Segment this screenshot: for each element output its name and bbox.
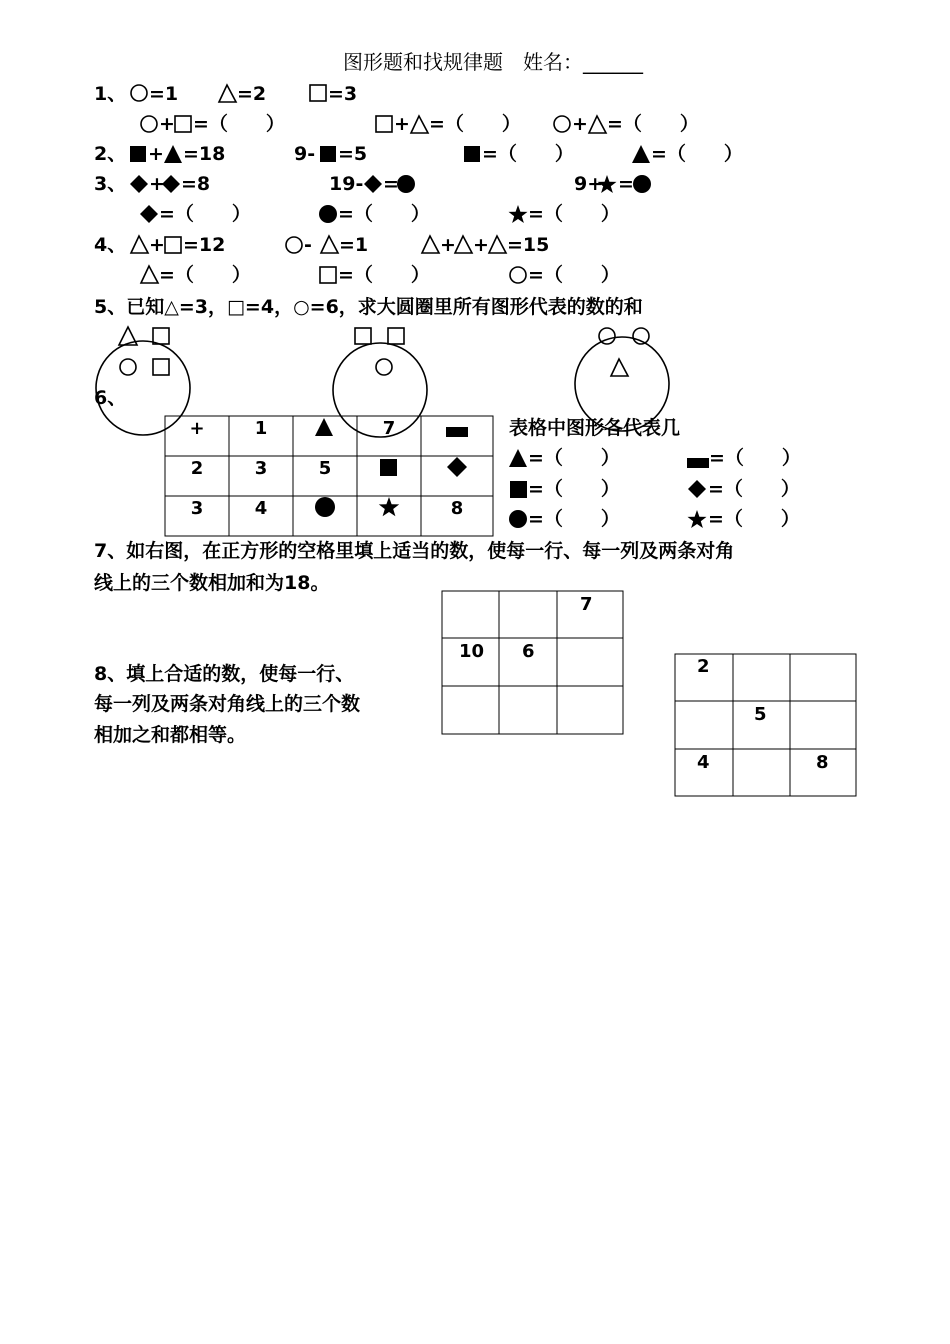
q6-answer-square[interactable]: =（ ） [528,478,620,500]
filled-square-icon [320,146,336,162]
circle-outline-icon [510,267,526,283]
q1-plus: + [394,113,410,135]
star-icon [509,205,528,223]
q1-answer-3[interactable]: =（ ） [607,113,699,135]
circle-outline-icon [376,359,392,375]
triangle-outline-icon [321,236,338,253]
filled-circle-icon [319,205,337,223]
circle-outline-icon [286,237,302,253]
q3-answer-circle[interactable]: =（ ） [338,203,430,225]
circle-outline-icon [599,328,615,344]
page-title: 图形题和找规律题 姓名：______ [343,50,643,74]
grid7-cell: 6 [522,641,535,662]
q4-minus: - [304,234,312,256]
filled-square-icon [464,146,480,162]
q3-number: 3、 [94,173,127,195]
triangle-outline-icon [141,266,158,283]
q4-plus: + [440,234,456,256]
q6-answer-star[interactable]: =（ ） [708,508,800,530]
circle-outline-icon [554,116,570,132]
square-outline-icon [355,328,371,344]
square-outline-icon [388,328,404,344]
table-cell: 8 [450,498,464,519]
q7-question-line1: 7、如右图，在正方形的空格里填上适当的数，使每一行、每一列及两条对角 [94,540,735,562]
grid8-cell: 8 [816,752,829,773]
q1-triangle-value: =2 [237,83,267,105]
q2-diff: =5 [338,143,368,165]
filled-triangle-icon [509,449,527,467]
q4-number: 4、 [94,234,127,256]
q3-answer-diamond[interactable]: =（ ） [159,203,251,225]
table-cell: 4 [254,498,268,519]
q4-answer-triangle[interactable]: =（ ） [159,264,251,286]
table-cell: 7 [382,418,396,439]
grid8-cell: 4 [697,752,710,773]
q6-prompt: 表格中图形各代表几 [509,417,681,439]
q2-answer-square[interactable]: =（ ） [482,143,574,165]
filled-rectangle-icon [687,458,709,468]
q6-answer-diamond[interactable]: =（ ） [708,478,800,500]
q4-diff: =1 [339,234,369,256]
q3-sum: =8 [181,173,211,195]
filled-diamond-icon [447,457,467,477]
filled-square-icon [510,481,527,498]
q1-square-value: =3 [328,83,358,105]
q2-number: 2、 [94,143,127,165]
filled-circle-icon [397,175,415,193]
grid8-cell: 5 [754,704,767,725]
q4-answer-square[interactable]: =（ ） [338,264,430,286]
filled-triangle-icon [632,145,650,163]
triangle-outline-icon [589,116,606,133]
triangle-outline-icon [219,85,236,102]
table-cell: 1 [254,418,268,439]
triangle-outline-icon [455,236,472,253]
filled-square-icon [130,146,146,162]
q6-answer-triangle[interactable]: =（ ） [528,447,620,469]
square-outline-icon [175,116,191,132]
table-cell: 5 [318,458,332,479]
q1-number: 1、 [94,83,127,105]
q2-minus: 9- [294,143,316,165]
star-icon [379,497,399,516]
q2-plus: + [148,143,164,165]
q1-answer-1[interactable]: =（ ） [193,113,285,135]
filled-diamond-icon [130,175,148,193]
q3-plus-2: 9+ [574,173,604,195]
square-outline-icon [310,85,326,101]
star-icon [688,510,707,528]
filled-circle-icon [315,497,335,517]
q1-plus: + [159,113,175,135]
circle-outline-icon [131,85,147,101]
q3-plus: + [149,173,165,195]
filled-diamond-icon [364,175,382,193]
q3-minus: 19- [329,173,364,195]
q1-answer-2[interactable]: =（ ） [429,113,521,135]
q4-total: =15 [507,234,550,256]
square-outline-icon [320,267,336,283]
circle-outline-icon [120,359,136,375]
magic-square-grid-7 [442,591,623,734]
q3-equals: = [383,173,399,195]
circle-outline-icon [141,116,157,132]
filled-circle-icon [633,175,651,193]
triangle-outline-icon [611,359,628,376]
square-outline-icon [376,116,392,132]
q2-answer-triangle[interactable]: =（ ） [651,143,743,165]
q8-question-line2: 每一列及两条对角线上的三个数 [94,693,361,715]
table-cell: 3 [254,458,268,479]
q6-answer-circle[interactable]: =（ ） [528,508,620,530]
grid8-cell: 2 [697,656,710,677]
triangle-outline-icon [131,236,148,253]
square-outline-icon [153,359,169,375]
table-cell: + [189,418,205,439]
square-outline-icon [153,328,169,344]
q8-question-line3: 相加之和都相等。 [94,724,247,746]
q2-sum: =18 [183,143,226,165]
filled-diamond-icon [140,205,158,223]
q4-sum: =12 [183,234,226,256]
q4-plus: + [473,234,489,256]
filled-diamond-icon [688,480,706,498]
q1-plus: + [572,113,588,135]
triangle-outline-icon [411,116,428,133]
q3-answer-star[interactable]: =（ ） [528,203,620,225]
q7-question-line2: 线上的三个数相加和为18。 [94,572,330,594]
table-cell: 2 [190,458,204,479]
filled-triangle-icon [164,145,182,163]
square-outline-icon [165,237,181,253]
q4-plus: + [149,234,165,256]
q3-equals-2: = [618,173,634,195]
q1-circle-value: =1 [149,83,179,105]
triangle-outline-icon [422,236,439,253]
table-cell: 3 [190,498,204,519]
triangle-outline-icon [489,236,506,253]
q8-question-line1: 8、填上合适的数，使每一行、 [94,663,355,685]
filled-circle-icon [509,510,527,528]
grid7-cell: 7 [580,594,593,615]
filled-triangle-icon [315,418,333,436]
filled-square-icon [380,459,397,476]
q4-answer-circle[interactable]: =（ ） [528,264,620,286]
grid7-cell: 10 [459,641,485,662]
q6-number: 6、 [94,387,127,409]
q5-question: 5、已知△=3，□=4，○=6，求大圆圈里所有图形代表的数的和 [94,296,643,318]
filled-rectangle-icon [446,427,468,437]
q6-answer-rectangle[interactable]: =（ ） [709,447,801,469]
